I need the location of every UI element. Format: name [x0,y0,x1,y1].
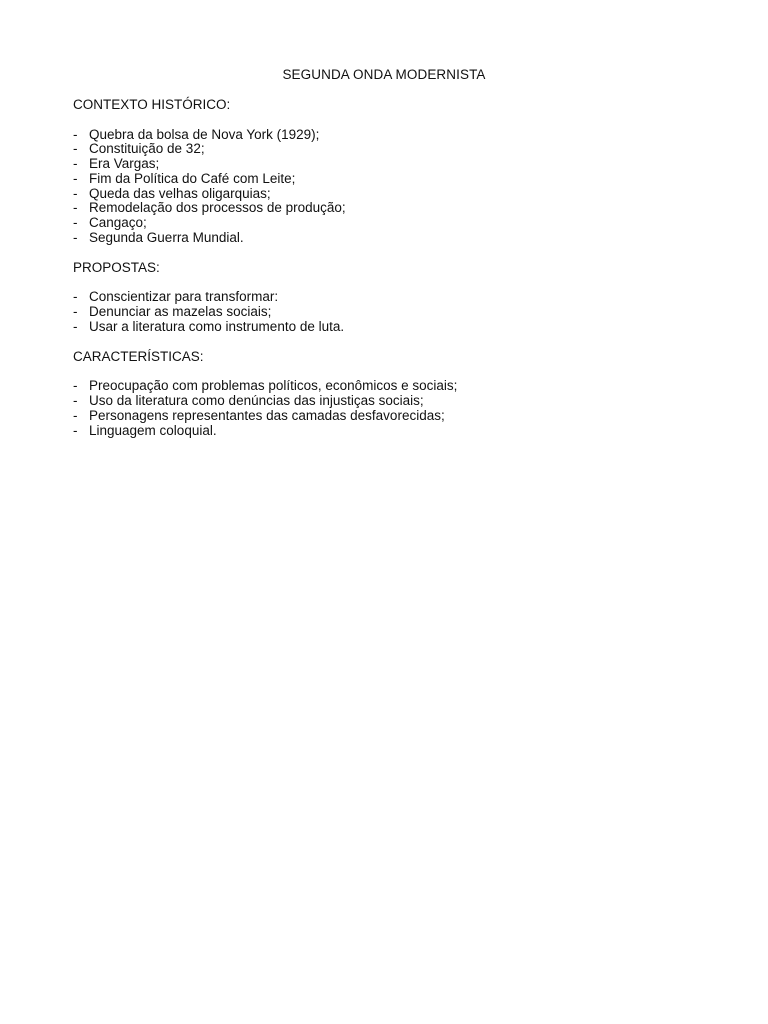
list-item-text: Segunda Guerra Mundial. [89,230,244,246]
dash-marker: - [73,156,78,172]
section-heading: CARACTERÍSTICAS: [73,348,204,364]
list-item [73,142,713,157]
dash-marker: - [73,126,78,142]
list-item [73,128,713,143]
list-item-text: Preocupação com problemas políticos, econômicos e sociais; [89,378,458,394]
list-item [73,305,713,320]
list-item [73,424,713,439]
list-item-text: Denunciar as mazelas sociais; [89,304,272,320]
list-item [73,216,713,231]
section-caracteristicas [73,349,713,439]
dash-marker: - [73,170,78,186]
list-item-text: Cangaço; [89,215,147,231]
list-item [73,379,713,394]
bullet-list [73,128,713,246]
dash-marker: - [73,378,78,394]
list-item [73,157,713,172]
dash-marker: - [73,422,78,438]
list-item-text: Personagens representantes das camadas desfavorecidas; [89,407,445,423]
dash-marker: - [73,304,78,320]
list-item-text: Queda das velhas oligarquias; [89,185,271,201]
dash-marker: - [73,393,78,409]
list-item-text: Remodelação dos processos de produção; [89,200,346,216]
dash-marker: - [73,407,78,423]
list-item-text: Uso da literatura como denúncias das injustiças sociais; [89,393,424,409]
list-item [73,290,713,305]
dash-marker: - [73,215,78,231]
list-item-text: Era Vargas; [89,156,160,172]
list-item [73,231,713,246]
dash-marker: - [73,200,78,216]
list-item [73,172,713,187]
list-item-text: Conscientizar para transformar: [89,289,279,305]
dash-marker: - [73,289,78,305]
section-heading: CONTEXTO HISTÓRICO: [73,97,231,112]
dash-marker: - [73,141,78,157]
section-contexto-historico [73,97,713,246]
bullet-list [73,379,713,438]
dash-marker: - [73,185,78,201]
list-item-text: Usar a literatura como instrumento de luta. [89,318,345,334]
document-title: SEGUNDA ONDA MODERNISTA [282,67,486,82]
list-item [73,320,713,335]
list-item [73,394,713,409]
list-item-text: Fim da Política do Café com Leite; [89,170,296,186]
list-item-text: Linguagem coloquial. [89,422,217,438]
list-item [73,187,713,202]
section-heading: PROPOSTAS: [73,259,160,275]
document-body [73,97,713,452]
dash-marker: - [73,230,78,246]
list-item [73,409,713,424]
list-item [73,201,713,216]
dash-marker: - [73,318,78,334]
section-propostas [73,260,713,335]
list-item-text: Constituição de 32; [89,141,205,157]
bullet-list [73,290,713,334]
list-item-text: Quebra da bolsa de Nova York (1929); [89,126,320,142]
